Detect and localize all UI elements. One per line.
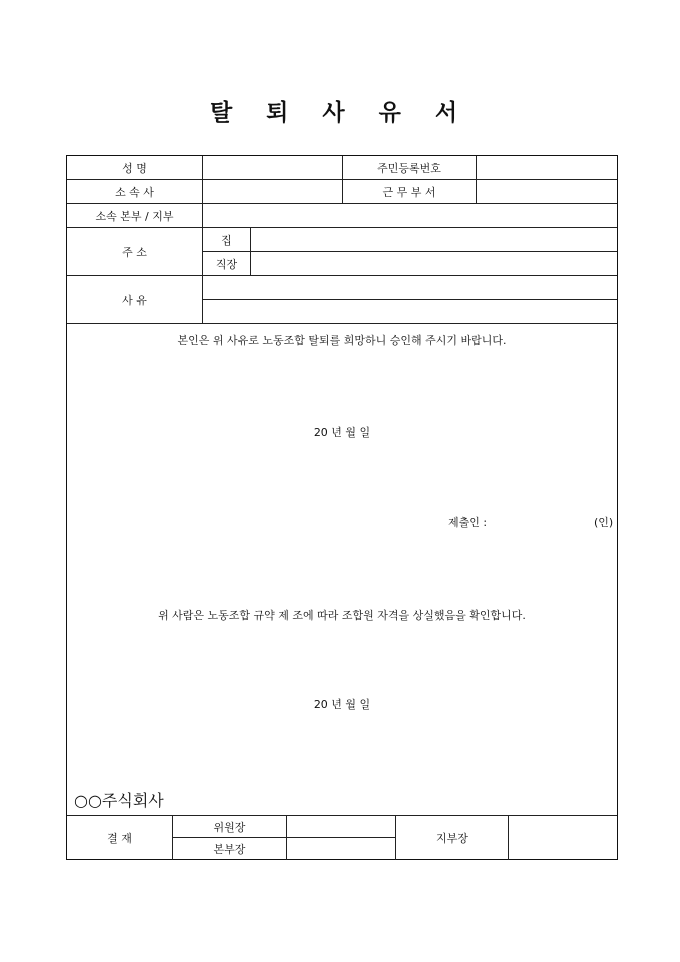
reason-label: 사 유: [122, 293, 147, 307]
address-work-label: 직장: [215, 257, 238, 271]
confirm-statement: 위 사람은 노동조합 규약 제 조에 따라 조합원 자격을 상실했음을 확인합니다.: [158, 609, 526, 622]
resident-no-label: 주민등록번호: [377, 161, 441, 175]
address-home-field[interactable]: [251, 228, 617, 251]
company-name: ○○주식회사: [74, 791, 164, 810]
department-field[interactable]: [477, 180, 617, 203]
reason-field-2[interactable]: [203, 300, 617, 323]
seal-mark: (인): [594, 516, 614, 529]
withdrawal-form: [66, 155, 618, 860]
company-label: 소 속 사: [115, 185, 154, 199]
hq-head-sign-box[interactable]: [287, 838, 395, 860]
approval-label: 결 재: [107, 832, 132, 845]
address-work-field[interactable]: [251, 252, 617, 275]
resident-no-field[interactable]: [477, 156, 617, 179]
confirm-date: 20 년 월 일: [313, 698, 371, 711]
name-label: 성 명: [122, 161, 147, 175]
department-label: 근 무 부 서: [382, 185, 436, 199]
company-field[interactable]: [203, 180, 342, 203]
branch-label: 소속 본부 / 지부: [95, 209, 174, 223]
chairman-sign-box[interactable]: [287, 816, 395, 837]
address-home-label: 집: [221, 233, 232, 247]
reason-field-1[interactable]: [203, 276, 617, 299]
address-label: 주 소: [122, 245, 147, 259]
document-title: 탈 퇴 사 유 서: [209, 100, 471, 126]
hq-head-label: 본부장: [213, 843, 246, 856]
name-field[interactable]: [203, 156, 342, 179]
branch-head-sign-box[interactable]: [509, 816, 617, 860]
request-date: 20 년 월 일: [313, 426, 371, 439]
branch-field[interactable]: [203, 204, 617, 227]
chairman-label: 위원장: [213, 820, 246, 834]
request-statement: 본인은 위 사유로 노동조합 탈퇴를 희망하니 승인해 주시기 바랍니다.: [177, 334, 507, 347]
submitter-label: 제출인 :: [448, 516, 488, 529]
branch-head-label: 지부장: [436, 832, 468, 845]
